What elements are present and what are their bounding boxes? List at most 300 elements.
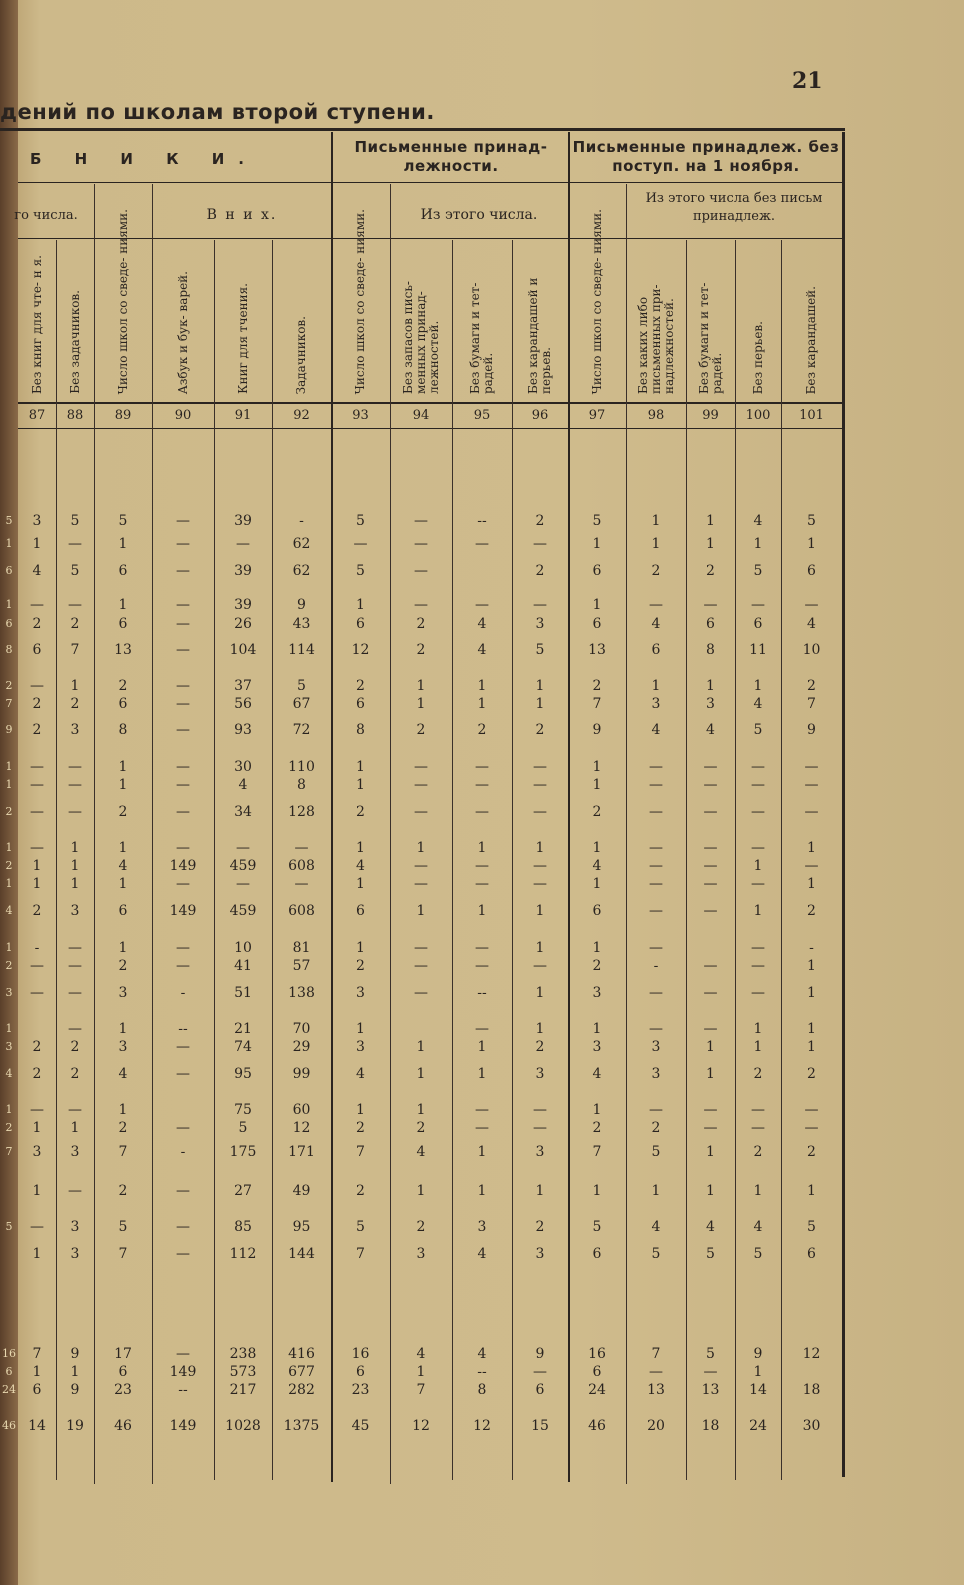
row-edge-number: 7 (5, 697, 13, 710)
table-cell: 2 (356, 1120, 365, 1136)
table-cell: — (414, 759, 428, 775)
col-header-97: Число школ со сведе- ниями. (589, 208, 604, 394)
table-cell: 5 (651, 1246, 661, 1262)
table-cell: 2 (416, 1219, 426, 1235)
table-cell: 5 (118, 513, 128, 529)
table-cell: 1 (535, 903, 545, 919)
table-cell: 1 (753, 1021, 763, 1037)
table-cell: 2 (416, 1120, 426, 1136)
row-edge-number: 1 (5, 841, 13, 854)
table-cell: — (804, 1102, 819, 1118)
table-cell: 1 (592, 940, 602, 956)
row-edge-number: 4 (5, 1067, 13, 1080)
table-cell: — (176, 940, 190, 956)
rule-group (18, 182, 843, 183)
rule-header-bottom (18, 402, 843, 404)
table-cell: 1 (477, 840, 487, 856)
table-cell: — (414, 597, 428, 613)
table-cell: 459 (229, 903, 257, 919)
table-cell: 2 (416, 616, 426, 632)
col-header-91: Книг для тчения. (235, 283, 250, 394)
table-cell: 1 (356, 759, 365, 775)
row-edge-number: 2 (5, 959, 13, 972)
table-cell: — (176, 513, 190, 529)
table-cell: 12 (412, 1418, 430, 1434)
table-cell: 138 (288, 985, 315, 1001)
row-edge-number: 9 (5, 723, 13, 736)
table-cell: 30 (234, 759, 252, 775)
table-cell: 12 (802, 1346, 821, 1362)
table-cell: 3 (651, 1066, 661, 1082)
table-cell: — (176, 678, 190, 694)
table-cell: 5 (706, 1346, 715, 1362)
table-cell: 1 (535, 940, 545, 956)
table-cell: 8 (118, 722, 128, 738)
table-cell: 1 (807, 536, 816, 552)
table-cell: 17 (114, 1346, 132, 1362)
table-cell: 2 (32, 616, 42, 632)
table-cell: 1 (807, 840, 816, 856)
table-cell: 1 (32, 536, 42, 552)
table-cell: 6 (706, 616, 715, 632)
table-cell: 3 (592, 985, 602, 1001)
table-cell: - (809, 940, 814, 956)
table-cell: — (68, 804, 82, 820)
table-cell: 74 (234, 1039, 252, 1055)
table-cell: 1 (753, 1183, 763, 1199)
table-cell: 1 (70, 858, 80, 874)
table-cell: — (414, 513, 428, 529)
table-cell: — (30, 804, 44, 820)
table-cell: 1 (651, 678, 661, 694)
table-cell: 49 (292, 1183, 311, 1199)
table-cell: 7 (32, 1346, 42, 1362)
table-cell: — (176, 696, 190, 712)
table-cell: — (176, 759, 190, 775)
table-cell: — (703, 985, 718, 1001)
table-cell: 8 (477, 1382, 487, 1398)
table-cell: 1 (118, 1102, 128, 1118)
table-cell: 12 (351, 642, 370, 658)
table-cell: 1 (535, 696, 545, 712)
table-cell: 2 (535, 1039, 545, 1055)
table-cell: 2 (807, 1066, 816, 1082)
table-cell: 56 (234, 696, 252, 712)
table-cell: 1 (706, 1039, 715, 1055)
table-cell: 3 (118, 985, 128, 1001)
table-cell: 1 (592, 876, 602, 892)
table-cell: 4 (32, 563, 42, 579)
table-cell: 43 (292, 616, 311, 632)
table-cell: 2 (416, 642, 426, 658)
table-cell: 3 (70, 1219, 80, 1235)
table-cell: 14 (749, 1382, 767, 1398)
col-header-94: Без запасов пись- менных принад- лежностей. (400, 281, 441, 394)
table-cell: 3 (70, 722, 80, 738)
table-cell: 2 (118, 678, 128, 694)
table-cell: — (533, 804, 547, 820)
table-cell: - (34, 940, 40, 956)
table-cell: 5 (535, 642, 545, 658)
table-cell: — (533, 858, 547, 874)
table-cell: 51 (234, 985, 252, 1001)
col-number: 88 (66, 408, 84, 423)
table-cell: 1 (477, 1183, 487, 1199)
table-cell: — (751, 940, 765, 956)
table-cell: 6 (592, 1364, 602, 1380)
table-cell: 2 (118, 804, 128, 820)
table-cell: 1 (535, 678, 545, 694)
table-cell: 2 (32, 1039, 42, 1055)
table-cell: 416 (288, 1346, 315, 1362)
table-cell: 2 (535, 563, 545, 579)
table-cell: 2 (592, 804, 602, 820)
col-header-88: Без задачников. (67, 290, 82, 394)
table-cell: 20 (647, 1418, 665, 1434)
table-cell: 5 (651, 1144, 661, 1160)
table-cell: 1 (477, 696, 487, 712)
table-cell: 2 (706, 563, 715, 579)
table-cell: 7 (356, 1246, 365, 1262)
table-cell: 4 (477, 642, 487, 658)
row-edge-number: 3 (5, 986, 13, 999)
table-cell: — (30, 958, 44, 974)
table-cell: — (475, 1021, 489, 1037)
table-cell: 175 (229, 1144, 257, 1160)
table-cell: 5 (238, 1120, 248, 1136)
table-cell: 3 (356, 985, 365, 1001)
subheader-of-this: Из этого числа. (420, 207, 538, 223)
table-cell: — (236, 840, 250, 856)
row-edge-number: 2 (5, 1121, 13, 1134)
table-cell: — (649, 597, 663, 613)
col-number: 89 (114, 408, 132, 423)
table-cell: — (751, 840, 765, 856)
table-cell: 70 (292, 1021, 311, 1037)
table-cell: — (804, 1120, 819, 1136)
table-cell: 99 (292, 1066, 311, 1082)
table-cell: -- (477, 985, 487, 1001)
table-cell: 2 (807, 903, 816, 919)
table-cell: 1 (356, 597, 365, 613)
table-cell: 7 (651, 1346, 661, 1362)
table-cell: 95 (234, 1066, 252, 1082)
table-cell: 1 (356, 1021, 365, 1037)
table-cell: — (649, 985, 663, 1001)
table-cell: — (294, 840, 309, 856)
table-cell: — (751, 759, 765, 775)
table-cell: 1 (416, 903, 426, 919)
table-cell: 18 (701, 1418, 720, 1434)
table-cell: — (533, 759, 547, 775)
table-cell: 149 (169, 1418, 197, 1434)
table-cell: 149 (169, 858, 197, 874)
table-cell: 2 (753, 1144, 763, 1160)
row-edge-number: 2 (5, 805, 13, 818)
table-cell: 1 (592, 777, 602, 793)
table-cell: — (649, 876, 663, 892)
page-title: дений по школам второй ступени. (0, 100, 435, 124)
table-cell: 1 (118, 777, 128, 793)
col-header-99: Без бумаги и тет- радей. (696, 282, 724, 394)
table-cell: — (475, 1102, 489, 1118)
table-cell: 1 (477, 1066, 487, 1082)
table-cell: 1 (32, 858, 42, 874)
table-cell: 2 (356, 958, 365, 974)
table-cell: 23 (351, 1382, 370, 1398)
table-cell: 5 (118, 1219, 128, 1235)
table-cell: 4 (416, 1144, 426, 1160)
table-cell: 6 (592, 616, 602, 632)
table-cell: 57 (292, 958, 311, 974)
table-cell: — (703, 958, 718, 974)
table-cell: 1 (807, 1039, 816, 1055)
table-cell: — (414, 563, 428, 579)
table-cell: -- (178, 1021, 188, 1037)
table-cell: — (475, 1120, 489, 1136)
table-cell: — (30, 1102, 44, 1118)
table-cell: 3 (70, 1144, 80, 1160)
table-cell: 4 (592, 858, 602, 874)
table-cell: 6 (651, 642, 661, 658)
table-cell: — (703, 840, 718, 856)
table-cell: 1 (118, 876, 128, 892)
table-cell: 62 (292, 563, 311, 579)
table-cell: — (649, 940, 663, 956)
table-cell: 8 (706, 642, 715, 658)
table-cell: — (649, 1021, 663, 1037)
table-cell: 4 (118, 1066, 128, 1082)
table-cell: — (176, 563, 190, 579)
table-cell: 39 (234, 513, 252, 529)
table-cell: — (751, 958, 765, 974)
table-cell: 2 (356, 678, 365, 694)
table-cell: 46 (114, 1418, 132, 1434)
table-cell: — (649, 903, 663, 919)
table-cell: 7 (118, 1144, 128, 1160)
table-cell: 41 (234, 958, 252, 974)
table-cell: 1 (416, 1066, 426, 1082)
table-cell: — (703, 804, 718, 820)
table-cell: — (176, 1120, 190, 1136)
table-cell: 16 (351, 1346, 370, 1362)
table-cell: — (414, 804, 428, 820)
table-cell: — (176, 1246, 190, 1262)
table-cell: — (804, 858, 819, 874)
table-cell: 217 (229, 1382, 257, 1398)
table-cell: 2 (70, 616, 80, 632)
table-cell: 1 (356, 1102, 365, 1118)
table-cell: — (176, 722, 190, 738)
table-cell: 112 (229, 1246, 257, 1262)
table-cell: 1028 (225, 1418, 261, 1434)
table-cell: 3 (592, 1039, 602, 1055)
table-cell: — (475, 536, 489, 552)
table-cell: 238 (229, 1346, 257, 1362)
table-cell: 1 (477, 678, 487, 694)
table-cell: — (176, 597, 190, 613)
table-cell: 4 (118, 858, 128, 874)
table-cell: 3 (32, 513, 42, 529)
table-cell: — (176, 777, 190, 793)
table-cell: 7 (118, 1246, 128, 1262)
table-cell: 16 (588, 1346, 606, 1362)
table-cell: 2 (477, 722, 487, 738)
table-cell: 7 (416, 1382, 426, 1398)
table-cell: 95 (292, 1219, 311, 1235)
table-cell: 1 (118, 536, 128, 552)
table-cell: — (68, 597, 82, 613)
table-cell: 1 (535, 1021, 545, 1037)
table-cell: 5 (356, 563, 365, 579)
table-cell: 1 (416, 678, 426, 694)
table-cell: 1 (706, 1183, 715, 1199)
table-cell: — (751, 1102, 765, 1118)
table-cell: 14 (28, 1418, 46, 1434)
table-cell: — (353, 536, 368, 552)
table-cell: 6 (753, 616, 763, 632)
col-number: 96 (531, 408, 549, 423)
row-edge-number: 46 (2, 1419, 16, 1432)
table-cell: 149 (169, 903, 197, 919)
table-cell: 2 (32, 696, 42, 712)
subheader-total: го числа. (14, 208, 78, 223)
table-cell: 1 (356, 876, 365, 892)
table-cell: 6 (356, 696, 365, 712)
table-cell: 4 (356, 1066, 365, 1082)
page-number: 21 (792, 68, 823, 94)
table-cell: — (703, 759, 718, 775)
row-edge-number: 1 (5, 778, 13, 791)
table-cell: — (176, 1346, 190, 1362)
col-header-101: Без карандашей. (804, 285, 818, 394)
table-cell: 6 (118, 696, 128, 712)
table-cell: 1 (118, 597, 128, 613)
table-cell: — (533, 536, 547, 552)
table-cell: 4 (706, 1219, 715, 1235)
table-cell: 8 (297, 777, 306, 793)
table-cell: 1 (753, 858, 763, 874)
table-cell: — (475, 759, 489, 775)
table-cell: — (475, 876, 489, 892)
table-cell: — (236, 536, 250, 552)
table-cell: - (180, 985, 186, 1001)
table-cell: — (475, 858, 489, 874)
row-edge-number: 3 (5, 1040, 13, 1053)
col-number: 100 (745, 408, 771, 423)
table-cell: 2 (356, 804, 365, 820)
table-cell: — (68, 536, 82, 552)
table-cell: — (414, 858, 428, 874)
table-cell: 3 (535, 616, 545, 632)
table-cell: 4 (416, 1346, 426, 1362)
col-number: 91 (234, 408, 252, 423)
table-cell: 39 (234, 597, 252, 613)
table-cell: 6 (32, 642, 42, 658)
table-cell: 7 (807, 696, 816, 712)
table-cell: 128 (288, 804, 315, 820)
table-cell: 1 (118, 759, 128, 775)
table-cell: 9 (592, 722, 602, 738)
table-cell: 4 (651, 722, 661, 738)
table-cell: 1 (118, 1021, 128, 1037)
col-number: 95 (473, 408, 491, 423)
table-cell: — (68, 1183, 82, 1199)
col-header-96: Без карандашей и перьев. (526, 277, 553, 394)
table-cell: 1 (118, 840, 128, 856)
row-edge-number: 1 (5, 760, 13, 773)
table-cell: 1 (32, 1364, 42, 1380)
table-cell: 7 (70, 642, 80, 658)
table-cell: 1 (70, 678, 80, 694)
table-cell: 1 (592, 840, 602, 856)
table-cell: — (649, 777, 663, 793)
table-cell: 12 (473, 1418, 491, 1434)
table-cell: 81 (292, 940, 311, 956)
table-cell: 1375 (283, 1418, 320, 1434)
table-cell: — (30, 759, 44, 775)
table-cell: 1 (416, 1039, 426, 1055)
table-cell: 3 (535, 1246, 545, 1262)
table-cell: 6 (118, 903, 128, 919)
table-cell: — (176, 876, 190, 892)
table-cell: 1 (356, 940, 365, 956)
table-cell: 7 (356, 1144, 365, 1160)
table-cell: 3 (70, 903, 80, 919)
table-cell: 3 (651, 696, 661, 712)
group-header-writing-missing: Письменные принадлеж. без поступ. на 1 ноября. (572, 138, 840, 175)
row-edge-number: 7 (5, 1145, 13, 1158)
table-cell: — (414, 876, 428, 892)
table-cell: 5 (70, 563, 80, 579)
table-cell: 60 (292, 1102, 311, 1118)
row-edge-number: 8 (5, 643, 13, 656)
table-cell: 5 (807, 1219, 816, 1235)
col-header-89: Число школ со сведе- ниями. (115, 208, 130, 394)
row-edge-number: 6 (5, 617, 13, 630)
row-edge-number: 5 (5, 1220, 13, 1233)
table-cell: 2 (32, 903, 42, 919)
table-cell: 1 (32, 1246, 42, 1262)
table-cell: 1 (32, 1120, 42, 1136)
table-cell: 2 (651, 1120, 661, 1136)
table-cell: 1 (706, 536, 715, 552)
table-cell: 1 (592, 1102, 602, 1118)
table-cell: — (68, 958, 82, 974)
table-cell: — (649, 1364, 663, 1380)
col-number: 94 (412, 408, 430, 423)
table-cell: 4 (706, 722, 715, 738)
table-cell: 12 (292, 1120, 311, 1136)
table-cell: 1 (807, 1021, 816, 1037)
table-cell: — (649, 759, 663, 775)
table-cell: 1 (592, 597, 602, 613)
table-cell: 6 (356, 616, 365, 632)
table-cell: — (294, 876, 309, 892)
table-cell: 1 (70, 1364, 80, 1380)
table-cell: — (703, 1364, 718, 1380)
subheader-in-them: В н и х. (206, 207, 278, 223)
table-cell: 1 (477, 903, 487, 919)
table-cell: 2 (70, 696, 80, 712)
table-cell: 5 (753, 1246, 763, 1262)
table-cell: 5 (753, 563, 763, 579)
table-cell: 1 (807, 876, 816, 892)
table-cell: 3 (70, 1246, 80, 1262)
table-cell: 13 (114, 642, 132, 658)
table-cell: — (30, 678, 44, 694)
table-cell: 149 (169, 1364, 197, 1380)
